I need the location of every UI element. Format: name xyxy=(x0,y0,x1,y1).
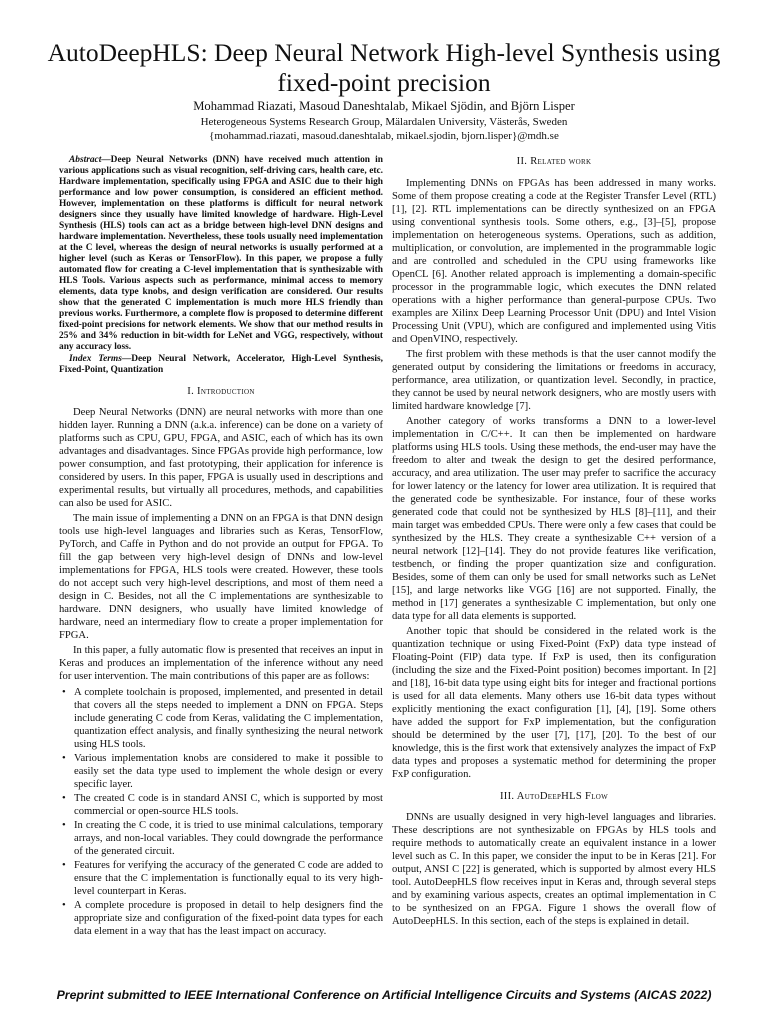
section-heading-related-work: II. Related work xyxy=(516,156,592,167)
contribution-item: • A complete procedure is proposed in detail to help designers find the appropriate size and configuration of the fixed-point data types for each data element in a way that has the least impact on accuracy. xyxy=(62,900,383,937)
author-list: Mohammad Riazati, Masoud Daneshtalab, Mikael Sjödin, and Björn Lisper xyxy=(193,99,575,113)
index-terms xyxy=(59,354,383,376)
author-emails: {mohammad.riazati, masoud.daneshtalab, mikael.sjodin, bjorn.lisper}@mdh.se xyxy=(209,129,559,142)
preprint-footer: Preprint submitted to IEEE International Conference on Artificial Intelligence Circuits and Systems (AICAS 2022) xyxy=(56,988,712,1002)
section-heading-introduction: I. Introduction xyxy=(187,386,255,397)
related-paragraph-3: Another category of works transforms a DNN to a lower-level implementation in C/C++. It can then be implemented on hardware platforms using HLS tools. Using these methods, the end-user may have the freedom to alter and tweak the design to get the desired performance, accuracy, and area utilization. The user may prefer to sacrifice the accuracy for lower latency or the latency for lower area utilization. It is required that the generated code be synthesizable. For instance, four of these works generated code that could not be synthesized by HLS [8]–[11], and their main target was embedded CPUs. There were only a few cases that could be synthesized by the HLS. They create a synthesizable C++ version of a neural network [12]–[14]. They do not provide features like verification, testbench, or finding the proper quantization size and configuration. Besides, some of them can only be used for small networks such as LeNet [15], and large networks like VGG [16] are not supported. Finally, the method in [17] generates a synthesizable C implementation, but only one data type for all data elements is supported. xyxy=(392,416,716,622)
flow-paragraph-1: DNNs are usually designed in very high-level languages and libraries. These descriptions are not synthesizable on FPGAs by HLS tools and require methods to automatically create an equivalent instance in a lower level such as C. In this paper, we consider the input to be in Keras [21]. For output, ANSI C [22] is generated, which is supported by almost every HLS tool. AutoDeepHLS flow receives input in Keras and, through several steps and by examining various aspects, creates an optimal implementation in C to be synthesized on an FPGA. Figure 1 shows the overall flow of AutoDeepHLS. In this section, each of the steps is explained in detail. xyxy=(392,812,716,927)
bullet-icon: • xyxy=(62,860,66,871)
abstract-label: Abstract xyxy=(69,155,102,165)
contribution-item: • Various implementation knobs are considered to make it possible to easily set the data type used to implement the whole design or every specific layer. xyxy=(62,753,383,790)
right-column xyxy=(392,155,716,928)
abstract xyxy=(59,155,383,353)
index-terms-text: —Deep Neural Network, Accelerator, High-Level Synthesis, Fixed-Point, Quantization xyxy=(59,354,383,375)
bullet-icon: • xyxy=(62,820,66,831)
abstract-text: —Deep Neural Networks (DNN) have received much attention in various applications such as visual recognition, self-driving cars, health care, etc. Hardware implementation, specifically using FPGA and ASIC due to their high performance and low power consumption, is considered an efficient method. However, implementation on these platforms is difficult for neural network designers since they usually have limited knowledge of hardware. High-Level Synthesis (HLS) tools can act as a bridge between high-level DNN designs and hardware implementation. Nevertheless, these tools usually need implementation at the C level, whereas the design of neural networks is usually performed at a higher level (such as Keras or TensorFlow). In this paper, we propose a fully automated flow for creating a C-level implementation that is synthesizable with HLS Tools. Various aspects such as performance, minimal access to memory elements, data type knobs, and design verification are considered. Our results show that the generated C implementation is much more HLS friendly than previous works. Furthermore, a complete flow is proposed to determine different fixed-point precisions for network elements. We show that our method results in 25% and 34% reduction in bit-width for LeNet and VGG, respectively, without any accuracy loss. xyxy=(59,155,383,352)
contribution-item: • In creating the C code, it is tried to use minimal calculations, temporary arrays, and non-local variables. They could downgrade the performance of the generated circuit. xyxy=(62,820,383,857)
bullet-icon: • xyxy=(62,900,66,911)
bullet-icon: • xyxy=(62,687,66,698)
intro-paragraph-1: Deep Neural Networks (DNN) are neural networks with more than one hidden layer. Running a DNN (a.k.a. inference) can be done on a variety of platforms such as CPU, GPU, FPGA, and ASIC, each of which has its own advantages and disadvantages. Since FPGAs provide high performance, low power consumption, and fast prototyping, their application for inference is considered by users. In this paper, FPGA is usually used in descriptions and experimental results, but virtually all procedures, methods, and capabilities can also be used for ASIC. xyxy=(59,407,383,509)
bullet-icon: • xyxy=(62,753,66,764)
related-paragraph-4: Another topic that should be considered in the related work is the quantization technique or using Fixed-Point (FxP) data type instead of Floating-Point (FlP) data type. If FxP is used, then its configuration (including the size and the Fixed-Point position) becomes important. In [2] and [18], 16-bit data type using eight bits for integer and fractional portions is used for all data elements. Many others use 16-bit data types without explicitly mentioning the exact configuration [1], [4], [19]. Some others have added the support for FxP implementation, but the configuration should be determined by the user [7], [17], [20]. To the best of our knowledge, this is the first work that extensively analyzes the impact of FxP data types and proposes a systematic method for determining the proper FxP configuration. xyxy=(392,626,716,780)
intro-paragraph-3: In this paper, a fully automatic flow is presented that receives an input in Keras and produces an implementation of the inference without any need for user intervention. The main contributions of this paper are as follows: xyxy=(59,645,383,682)
intro-paragraph-2: The main issue of implementing a DNN on an FPGA is that DNN design tools use high-level languages and libraries such as Keras, TensorFlow, PyTorch, and Caffe in Python and do not provide an output for FPGA. To fill the gap between very high-level design of DNNs and low-level implementations for FPGA, HLS tools were created. However, these tools do not accept such very high-level descriptions, and most of them need a design in C. Besides, not all the C implementations are synthesizable to hardware. DNN designers, who usually have limited knowledge of hardware, need an intermediary flow to create a proper implementation for FPGA. xyxy=(59,513,383,641)
left-column xyxy=(59,155,383,939)
related-paragraph-1: Implementing DNNs on FPGAs has been addressed in many works. Some of them propose creating a code at the Register Transfer Level (RTL) [1], [2]. RTL implementations can be directly synthesized on an FPGA using conventional synthesis tools. Some others, e.g., [3]–[5], propose implementation on heterogeneous systems. Operations, such as addition, multiplication, or convolution, are implemented in the programmable logic and are controlled and scheduled in the CPU using frameworks like OpenCL [6]. Another related approach is implementing a domain-specific processor in the programmable logic, which executes the DNN related operations with a higher performance than general-purpose CPUs. Two examples are Xilinx Deep Learning Processor Unit (DPU) and Intel Vision Processing Unit (VPU), which are configured and implemented using Vitis and OpenVINO, respectively. xyxy=(392,178,716,345)
index-terms-label: Index Terms xyxy=(69,354,122,364)
contributions-list xyxy=(59,686,383,938)
paper-title: AutoDeepHLS: Deep Neural Network High-level Synthesis using fixed-point precision xyxy=(47,38,721,97)
bullet-icon: • xyxy=(62,793,66,804)
contribution-item: • A complete toolchain is proposed, implemented, and presented in detail that covers all the steps needed to implement a DNN on FPGA. Steps include generating C code from Keras, validating the C implementation, quantization effect analysis, and finally synthesizing the neural network using HLS tools. xyxy=(62,687,383,750)
contribution-item: • The created C code is in standard ANSI C, which is supported by most commercial or open-source HLS tools. xyxy=(62,793,383,817)
affiliation: Heterogeneous Systems Research Group, Mälardalen University, Västerås, Sweden xyxy=(200,116,568,128)
affiliation-block xyxy=(40,116,728,143)
related-paragraph-2: The first problem with these methods is that the user cannot modify the generated output by considering the limitations or freedoms in accuracy, performance, area utilization, or quantization level. Secondly, in practice, they cannot be used by neural network designers, who are mostly users with limited hardware knowledge [7]. xyxy=(392,349,716,412)
contribution-item: • Features for verifying the accuracy of the generated C code are added to ensure that the C implementation is functionally equal to its very high-level counterpart in Keras. xyxy=(62,860,383,897)
section-heading-flow: III. AutoDeepHLS Flow xyxy=(499,791,609,802)
